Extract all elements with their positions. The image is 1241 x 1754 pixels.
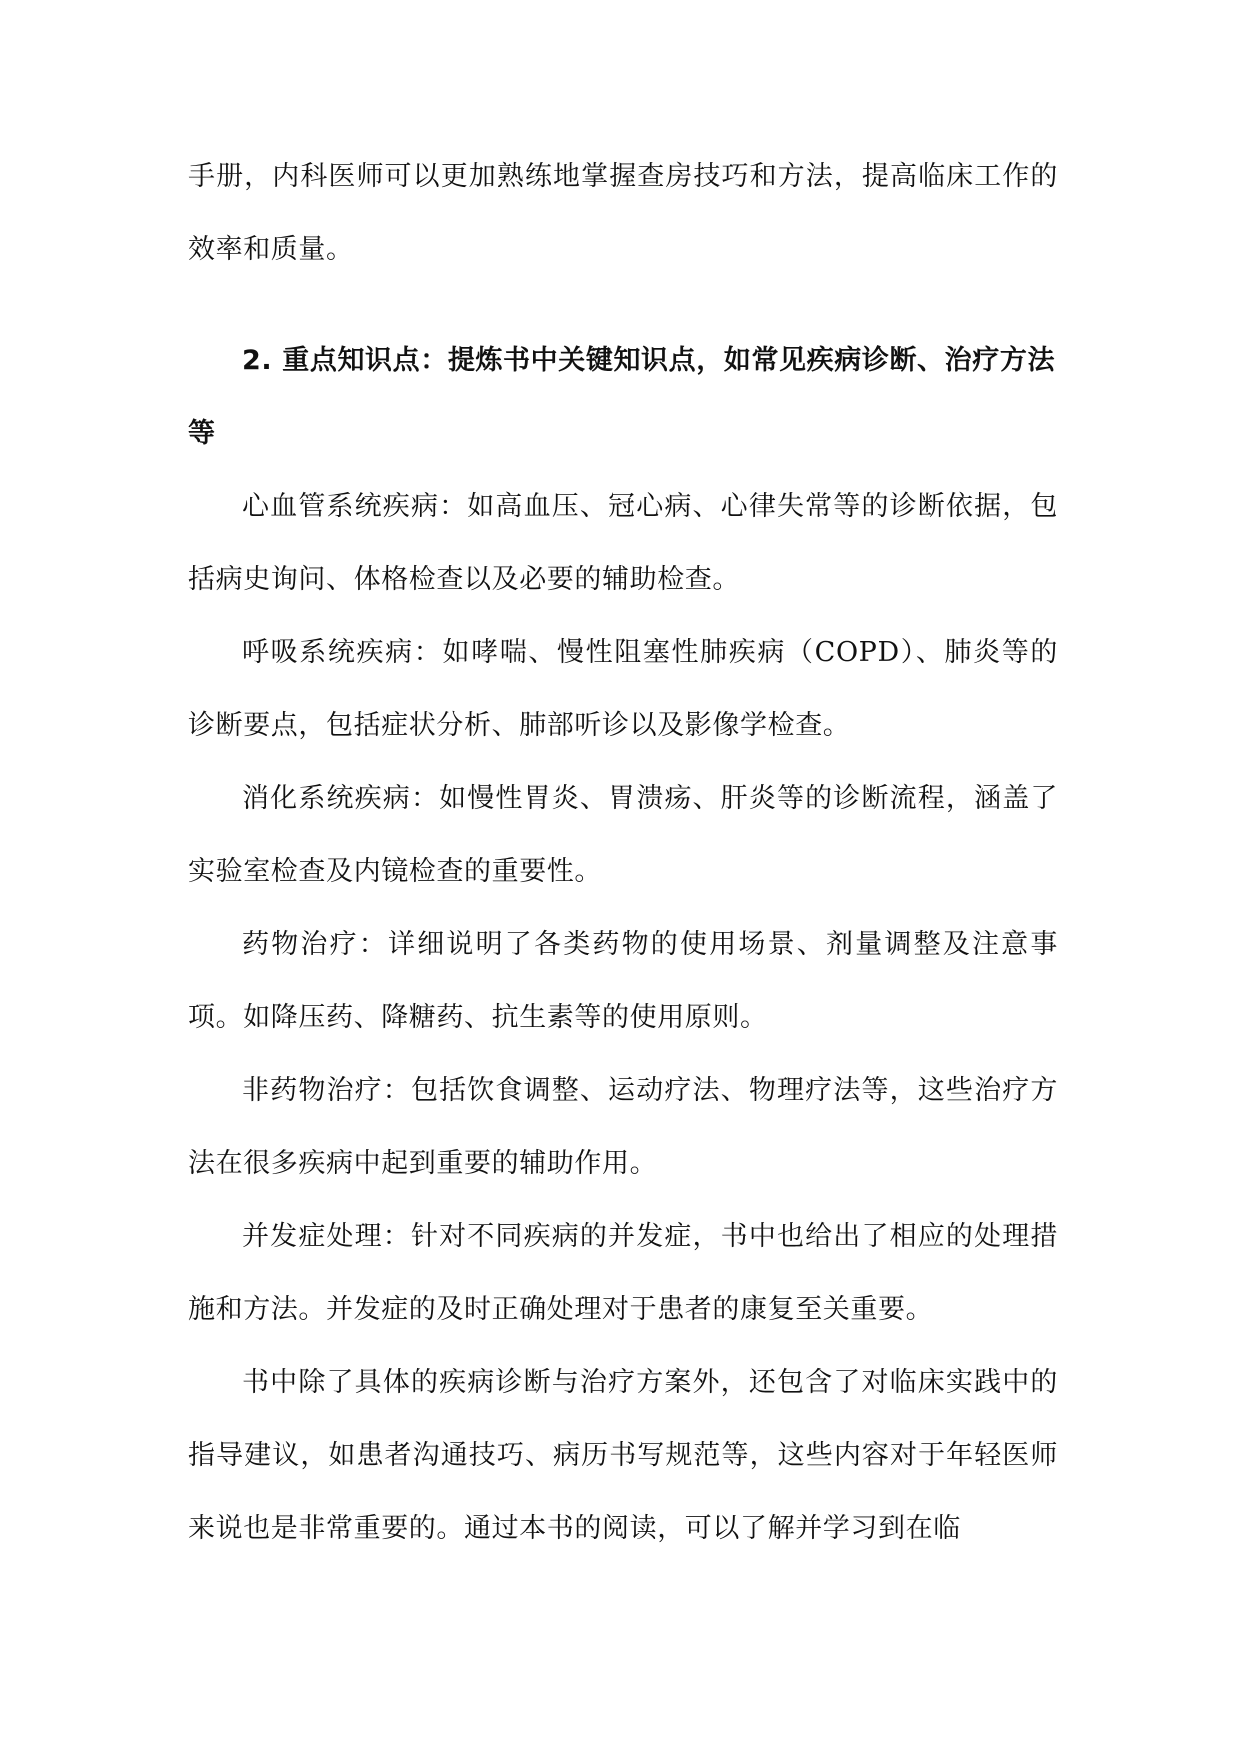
- section-heading: 2. 重点知识点：提炼书中关键知识点，如常见疾病诊断、治疗方法等: [188, 345, 1056, 449]
- paragraph-drug-therapy: 药物治疗：详细说明了各类药物的使用场景、剂量调整及注意事项。如降压药、降糖药、抗生素等的使用原则。: [188, 929, 1058, 1033]
- paragraph-respiratory: 呼吸系统疾病：如哮喘、慢性阻塞性肺疾病（COPD）、肺炎等的诊断要点，包括症状分析、肺部听诊以及影像学检查。: [188, 637, 1058, 741]
- paragraph-digestive: 消化系统疾病：如慢性胃炎、胃溃疡、肝炎等的诊断流程，涵盖了实验室检查及内镜检查的重要性。: [188, 783, 1058, 887]
- continuation-paragraph: 手册，内科医师可以更加熟练地掌握查房技巧和方法，提高临床工作的效率和质量。: [188, 161, 1058, 265]
- paragraph-non-drug-therapy: 非药物治疗：包括饮食调整、运动疗法、物理疗法等，这些治疗方法在很多疾病中起到重要的辅助作用。: [188, 1075, 1058, 1179]
- document-body: [188, 140, 1058, 1565]
- paragraph-clinical-guidance: 书中除了具体的疾病诊断与治疗方案外，还包含了对临床实践中的指导建议，如患者沟通技巧、病历书写规范等，这些内容对于年轻医师来说也是非常重要的。通过本书的阅读，可以了解并学习到在临: [188, 1367, 1058, 1544]
- paragraph-complications: 并发症处理：针对不同疾病的并发症，书中也给出了相应的处理措施和方法。并发症的及时正确处理对于患者的康复至关重要。: [188, 1221, 1058, 1325]
- paragraph-cardiovascular: 心血管系统疾病：如高血压、冠心病、心律失常等的诊断依据，包括病史询问、体格检查以及必要的辅助检查。: [188, 491, 1058, 595]
